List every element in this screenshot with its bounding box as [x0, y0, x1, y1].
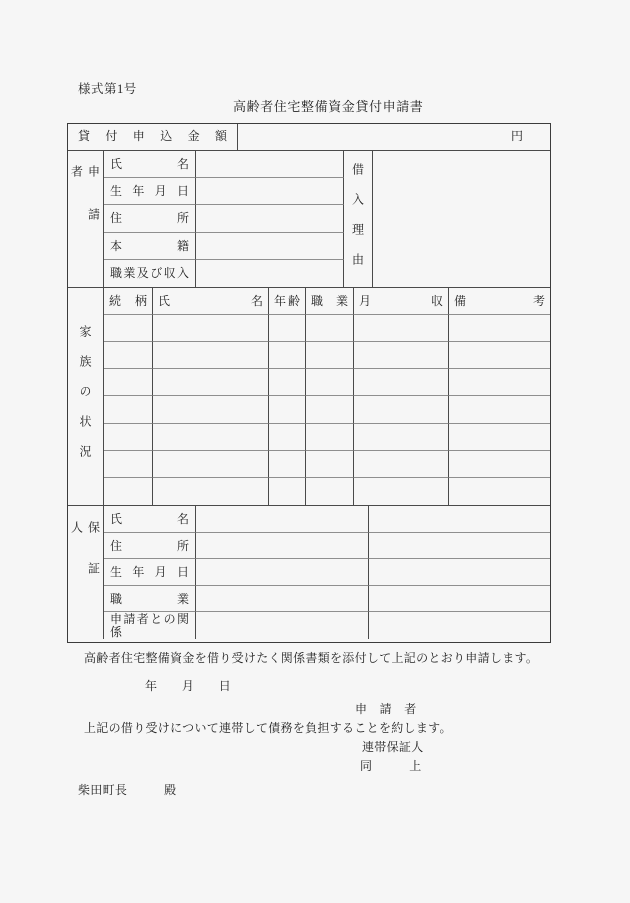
family-cell: [104, 396, 153, 423]
applicant-occupation-income-label: 職業及び収入: [104, 260, 196, 287]
applicant-section: [68, 150, 550, 287]
applicant-vertical-label: 申請者: [69, 165, 101, 251]
guarantor-birthdate-value-cell: [196, 559, 369, 586]
applicant-domicile-label: 本籍: [104, 233, 196, 260]
guarantor-name-label: 氏名: [104, 506, 196, 533]
guarantor-occupation-label: 職業: [104, 586, 196, 613]
family-cell: [104, 424, 153, 451]
family-cell: [269, 478, 306, 505]
applicant-signature-label: 申 請 者: [355, 702, 417, 716]
family-header-remarks: 備考: [449, 288, 550, 315]
family-status-section: [68, 287, 550, 505]
family-cell: [269, 424, 306, 451]
family-cell: [153, 478, 269, 505]
family-cell: [354, 451, 449, 478]
guarantor-right-cell: [369, 506, 550, 533]
guarantor-relationship-value-cell: [196, 612, 369, 639]
guarantor-birthdate-label: 生年月日: [104, 559, 196, 586]
borrow-reason-value-cell: [373, 151, 550, 287]
applicant-domicile-value-cell: [196, 233, 344, 260]
family-cell: [306, 369, 354, 396]
date-line: 年 月 日: [145, 679, 232, 693]
family-header-relationship: 続柄: [104, 288, 153, 315]
applicant-birthdate-label: 生年月日: [104, 178, 196, 205]
family-cell: [153, 342, 269, 369]
applicant-address-label: 住所: [104, 205, 196, 232]
family-cell: [449, 478, 550, 505]
form-number: 様式第1号: [78, 82, 137, 96]
family-cell: [354, 478, 449, 505]
family-cell: [306, 424, 354, 451]
family-cell: [354, 369, 449, 396]
family-vertical-label: 家族の状況: [78, 325, 92, 475]
joint-guarantor-signature-label: 連帯保証人: [362, 740, 424, 754]
page-title: 高齢者住宅整備資金貸付申請書: [233, 99, 424, 114]
family-header-occupation: 職業: [306, 288, 354, 315]
applicant-occupation-income-value-cell: [196, 260, 344, 287]
family-cell: [153, 369, 269, 396]
family-cell: [104, 451, 153, 478]
family-cell: [449, 342, 550, 369]
family-cell: [104, 315, 153, 342]
borrow-reason-vertical-label: 借入理由: [350, 163, 365, 283]
family-cell: [449, 396, 550, 423]
family-cell: [306, 315, 354, 342]
guarantor-name-value-cell: [196, 506, 369, 533]
family-cell: [449, 424, 550, 451]
guarantor-vertical-label: 保証人: [69, 521, 101, 603]
guarantor-relationship-label: 申請者との関係: [104, 612, 196, 639]
family-cell: [153, 396, 269, 423]
family-cell: [306, 342, 354, 369]
family-vertical-label-cell: [68, 288, 104, 505]
family-cell: [269, 369, 306, 396]
guarantor-section: [68, 505, 550, 639]
guarantor-address-label: 住所: [104, 533, 196, 560]
guarantor-right-cell: [369, 612, 550, 639]
application-form-table: [67, 123, 551, 643]
family-cell: [269, 451, 306, 478]
guarantor-vertical-label-cell: [68, 506, 104, 639]
family-cell: [153, 315, 269, 342]
family-cell: [354, 315, 449, 342]
applicant-name-label: 氏名: [104, 151, 196, 178]
family-cell: [449, 315, 550, 342]
guarantor-right-cell: [369, 559, 550, 586]
applicant-name-value-cell: [196, 151, 344, 178]
family-cell: [449, 369, 550, 396]
family-header-monthly-income: 月収: [354, 288, 449, 315]
borrow-reason-vertical-label-cell: [344, 151, 373, 287]
family-cell: [269, 342, 306, 369]
declaration-text: 高齢者住宅整備資金を借り受けたく関係書類を添付して上記のとおり申請します。: [84, 651, 539, 665]
family-cell: [104, 478, 153, 505]
family-cell: [104, 369, 153, 396]
family-cell: [354, 342, 449, 369]
family-cell: [306, 451, 354, 478]
applicant-address-value-cell: [196, 205, 344, 232]
family-cell: [269, 315, 306, 342]
family-cell: [104, 342, 153, 369]
family-cell: [449, 451, 550, 478]
family-cell: [306, 478, 354, 505]
yen-unit-label: 円: [510, 129, 523, 143]
applicant-vertical-label-cell: [68, 151, 104, 287]
loan-amount-value-cell: [238, 124, 550, 150]
guarantor-address-value-cell: [196, 533, 369, 560]
family-cell: [153, 424, 269, 451]
family-header-name: 氏名: [153, 288, 269, 315]
family-cell: [153, 451, 269, 478]
family-cell: [354, 396, 449, 423]
addressee-line: 柴田町長 殿: [78, 783, 177, 797]
guarantor-right-cell: [369, 533, 550, 560]
guarantor-occupation-value-cell: [196, 586, 369, 613]
guarantee-clause-text: 上記の借り受けについて連帯して債務を負担することを約します。: [84, 721, 452, 735]
loan-amount-row: [68, 124, 550, 150]
applicant-birthdate-value-cell: [196, 178, 344, 205]
loan-amount-label: 貸付申込金額: [68, 124, 238, 150]
family-cell: [269, 396, 306, 423]
family-cell: [354, 424, 449, 451]
ditto-label: 同 上: [360, 759, 422, 773]
family-header-age: 年齢: [269, 288, 306, 315]
family-cell: [306, 396, 354, 423]
guarantor-right-cell: [369, 586, 550, 613]
